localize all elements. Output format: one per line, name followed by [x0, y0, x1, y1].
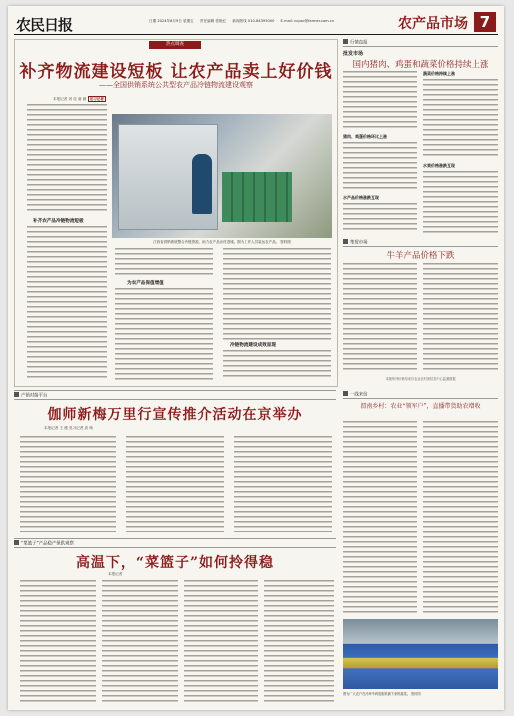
- market-head: 批发市场: [343, 51, 364, 57]
- basket-tag-label: “菜篮子”产品稳产保供观察: [21, 541, 74, 547]
- body-text-col1a: [27, 104, 107, 214]
- event-headline: 伽师新梅万里行宣传推介活动在京举办: [47, 407, 303, 423]
- market-subhead-3: 水果价格涨跌互现: [423, 163, 455, 168]
- divider-2: [14, 538, 336, 539]
- basket-headline: 高温下，“菜篮子”如何拎得稳: [75, 555, 275, 571]
- event-byline: 本报记者 王 薇 见习记者 高 萌: [44, 426, 93, 430]
- letter-text-1: [343, 421, 417, 613]
- fair-text-a: [343, 263, 417, 373]
- newspaper-logo: 农民日报: [16, 16, 73, 34]
- lead-subheadline: ——全国供销系统公共型农产品冷链物流建设观察: [99, 81, 253, 89]
- meta-editor: 责任编辑 张艳红: [199, 19, 227, 23]
- basket-byline: 本报记者: [108, 572, 123, 576]
- cold-storage-photo: [343, 619, 498, 689]
- meta-email: E-mail: ncpsc@farmer.com.cn: [280, 19, 335, 23]
- letter-headline: 渭南乡村：农业“领军户”，直播带货助农增收: [360, 403, 481, 410]
- body-text-col2b: [115, 288, 213, 380]
- page-number: 7: [474, 12, 496, 32]
- market-text-e: [423, 171, 498, 233]
- market-report-column: [343, 39, 498, 385]
- tag-square-icon-4: [14, 540, 19, 545]
- lead-subhead-3: 冷链物流建设成效显现: [230, 343, 276, 348]
- market-subhead-2: 蔬菜价格持续上涨: [423, 71, 455, 76]
- event-text-1: [20, 436, 116, 532]
- tag-square-icon-3: [14, 392, 19, 397]
- lead-byline: [53, 97, 106, 102]
- event-text-3: [234, 436, 332, 532]
- market-text-c: [343, 203, 417, 233]
- event-tag: [14, 392, 336, 400]
- lead-headline: 补齐物流建设短板 让农产品卖上好价钱: [19, 62, 333, 82]
- byline-tag: 见习记者: [89, 97, 104, 101]
- lead-photo: [112, 114, 332, 238]
- fair-market-title: 牛羊产品价格下跌: [386, 251, 455, 261]
- tag-square-icon-5: [343, 391, 348, 396]
- body-text-col3b: [223, 350, 331, 380]
- market-subhead-4: 水产品价格涨跌互现: [343, 195, 379, 200]
- market-tag: [343, 39, 498, 47]
- cold-storage-caption: 图为广大农户在冷库中码放刚采摘下来的蔬菜。 资料图: [343, 692, 421, 696]
- basket-text-4: [264, 580, 334, 704]
- letter-tag-label: 一线来信: [350, 392, 368, 398]
- tag-square-icon: [343, 39, 348, 44]
- body-text-col3: [223, 248, 331, 340]
- meta-date: 日期 2024年8月9日 星期五: [149, 19, 194, 23]
- byline-names: 刘 佳 唐 颖: [68, 97, 87, 101]
- fair-text-b: [423, 263, 498, 373]
- body-text-col1b: [27, 226, 107, 381]
- newspaper-page: [8, 6, 504, 710]
- market-subhead-1: 猪肉、鸡蛋价格环比上涨: [343, 134, 387, 139]
- letter-tag: [343, 391, 498, 399]
- masthead-meta: [149, 19, 339, 24]
- basket-tag: [14, 540, 336, 548]
- market-title: 国内猪肉、鸡蛋和蔬菜价格持续上涨: [352, 60, 489, 70]
- data-source-notice: 本版所刊价格均来自农业农村部信息中心监测数据: [385, 377, 456, 381]
- vegetable-basket-article: [14, 540, 336, 706]
- letter-text-2: [423, 421, 498, 613]
- basket-text-1: [20, 580, 96, 704]
- section-title: 农产品市场: [398, 16, 468, 32]
- basket-text-3: [184, 580, 258, 704]
- fair-market-tag-label: 集贸市场: [350, 240, 368, 246]
- lead-subhead-2: 为农产品保值增值: [127, 281, 164, 286]
- crates-image: [222, 172, 292, 222]
- lead-subhead-1: 补齐农产品冷链物流短板: [33, 219, 84, 224]
- market-tag-label: 行情直报: [350, 40, 368, 46]
- market-text-a: [343, 71, 417, 131]
- market-text-d: [423, 79, 498, 159]
- column-tag: 热点调查: [149, 41, 201, 49]
- event-text-2: [126, 436, 224, 532]
- market-text-b: [343, 142, 417, 192]
- event-tag-label: 产销对接平台: [21, 393, 48, 399]
- meta-hotline: 新闻热线 010-84395000: [232, 19, 275, 23]
- rural-letter-column: [343, 391, 498, 705]
- divider-1: [14, 390, 336, 391]
- lead-photo-caption: 江西省供销系统整合冷链资源，助力农产品出村进城。图为工作人员装运农产品。 资料图: [153, 240, 291, 244]
- worker-image: [192, 154, 212, 214]
- tag-square-icon-2: [343, 239, 348, 244]
- fair-market-tag: [343, 239, 498, 247]
- basket-text-2: [102, 580, 178, 704]
- lead-article: [14, 39, 338, 387]
- body-text-col2: [115, 248, 213, 278]
- masthead: [14, 12, 498, 35]
- byline-prefix: 本报记者: [53, 97, 68, 101]
- event-article: [14, 392, 336, 534]
